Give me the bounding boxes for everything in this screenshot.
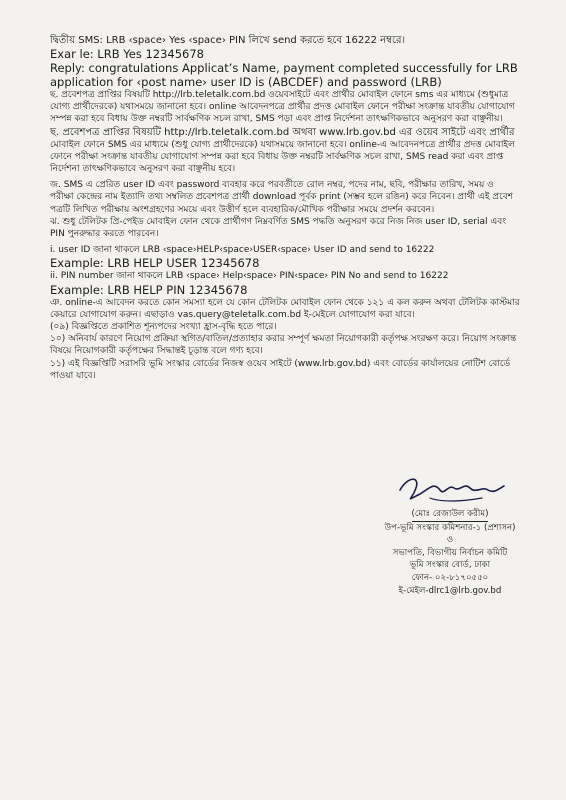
- helpline-para-1: ঞ. online-এ আবেদন করতে কোন সমস্যা হলে যে কোন টেলিটক মোবাইল ফোন থেকে ১২১ এ কল করুন অথবা টেলিটক কাস্টমার: [50, 297, 520, 308]
- second-sms-instruction: দ্বিতীয় SMS: LRB ‹space› Yes ‹space› PIN লিখে send করতে হবে 16222 নম্বরে।: [50, 35, 406, 46]
- signatory-phone: ফোন- ০২-৮১৭০৫৫০: [411, 572, 489, 583]
- signatory-designation-2: সভাপতি, বিভাগীয় নির্বাচন কমিটি: [392, 547, 508, 558]
- reply-line-2: application for ‹post name› user ID is (ABCDEF) and password (LRB): [50, 75, 442, 89]
- clause-10-line-2: বিষয়ে নিয়োগকারী কর্তৃপক্ষের সিদ্ধান্তই চূড়ান্ত বলে গণ্য হবে।: [50, 346, 263, 357]
- clause-09: (০৯) বিজ্ঞপ্তিতে প্রকাশিত শূন্যপদের সংখ্যা হ্রাস-বৃদ্ধি হতে পারে।: [50, 322, 277, 333]
- signatory-email: ই-মেইল-dlrc1@lrb.gov.bd: [398, 585, 502, 596]
- example-line: Exar le: LRB Yes 12345678: [50, 47, 204, 61]
- signature-block: [350, 472, 550, 597]
- helpline-para-2: কেয়ারে যোগাযোগ করুন। এছাড়াও vas.query@teletalk.com.bd ই-মেইলে যোগাযোগ করা যাবে।: [50, 309, 415, 320]
- clause-10-line-1: ১০) অনিবার্য কারণে নিয়োগ প্রক্রিয়া স্থগিত/বাতিল/প্রত্যাহার করার সম্পূর্ণ ক্ষমতা নিয়োগকারী কর্তৃপক্ষ সংরক্ষণ করে। নিয়োগ সংক্রান্ত: [50, 334, 517, 345]
- recover-userid-example: Example: LRB HELP USER 12345678: [50, 256, 260, 271]
- admit-card-para-3: সম্পন্ন করা হবে বিধায় উক্ত নম্বরটি সার্বক্ষণিক সচল রাখা, SMS পড়া এবং প্রাপ্ত নির্দেশনা তাৎক্ষণিকভাবে অনুসরণ করা বাঞ্ছনীয়।: [50, 114, 503, 125]
- recovery-para-2: PIN পুনরুদ্ধার করতে পারবেন।: [50, 229, 159, 240]
- clause-11-line-2: পাওয়া যাবে।: [50, 370, 96, 381]
- admit-card-para-2: যোগ্য প্রার্থীদেরকে) যথাসময়ে জানানো হবে। online আবেদনপত্রে প্রার্থীর প্রদত্ত মোবাইল ফোনে পরীক্ষা সংক্রান্ত যাবতীয় যোগাযোগ: [50, 102, 515, 113]
- login-para-2: পরীক্ষা কেন্দ্রের নাম ইত্যাদি তথ্য সম্বলিত প্রবেশপত্র প্রার্থী download পূর্বক print (সম্ভব হলে রঙিন) করে নিবেন। প্রার্থী এই প্রবেশ: [50, 192, 514, 203]
- login-para-1: জ. SMS এ প্রেরিত user ID এবং password ব্যবহার করে পরবর্তীতে রোল নম্বর, পদের নাম, ছবি, পরীক্ষার তারিখ, সময় ও: [50, 180, 494, 191]
- recover-pin-example: Example: LRB HELP PIN 12345678: [50, 282, 248, 297]
- signatory-designation-1: উপ-ভূমি সংস্কার কমিশনার-১ (প্রশাসন): [384, 522, 516, 533]
- recover-userid-instruction: i. user ID জানা থাকলে LRB ‹space›HELP‹space›USER‹space› User ID and send to 16222: [50, 245, 435, 256]
- reply-line-1: Reply: congratulations Applicat’s Name, payment completed successfully for LRB: [50, 61, 518, 75]
- signatory-and: ও: [446, 535, 454, 546]
- admit-card-para-5: মোবাইল ফোনে SMS এর মাধ্যমে (শুধু যোগ্য প্রার্থীদেরকে) যথাসময়ে জানানো হবে। online-এ আবেদনপত্রে প্রার্থীর প্রদত্ত মোবাইল: [50, 139, 515, 150]
- admit-card-para-1: ছ. প্রবেশপত্র প্রাপ্তির বিষয়টি http://lrb.teletalk.com.bd ওয়েবসাইটে এবং প্রার্থীর মোবাইল ফোনে sms এর মাধ্যমে (শুধুমাত্র: [50, 90, 509, 100]
- admit-card-para-7: নির্দেশনা তাৎক্ষণিকভাবে অনুসরণ করা বাঞ্ছনীয় হবে।: [50, 164, 236, 175]
- recovery-para-1: ঝ. শুধু টেলিটক প্রি-পেইড মোবাইল ফোন থেকে প্রার্থীগণ নিম্নবর্ণিত SMS পদ্ধতি অনুসরণ করে নিজ নিজ user ID, serial এবং: [50, 216, 507, 227]
- admit-card-para-4: ছ. প্রবেশপত্র প্রাপ্তির বিষয়টি http://lrb.teletalk.com.bd অথবা www.lrb.gov.bd এর ওয়েব সাইটে এবং প্রার্থীর: [50, 126, 515, 138]
- login-para-3: পত্রটি লিখিত পরীক্ষায় অংশগ্রহণের সময়ে এবং উত্তীর্ণ হলে ব্যবহারিক/মৌখিক পরীক্ষার সময়ে প্রদর্শন করবেন।: [50, 204, 435, 215]
- handwritten-signature-icon: [390, 472, 510, 506]
- signatory-name: (মোঃ রেজাউল করীম): [412, 508, 489, 522]
- admit-card-para-6: ফোনে পরীক্ষা সংক্রান্ত যাবতীয় যোগাযোগ সম্পন্ন করা হবে বিধায় উক্ত নম্বরটি সার্বক্ষণিক সচল রাখা, SMS read করা এবং প্রাপ্ত: [50, 151, 504, 162]
- clause-11-line-1: ১১) এই বিজ্ঞপ্তিটি সরাসরি ভূমি সংস্কার বোর্ডের নিজস্ব ওয়েব সাইটে (www.lrb.gov.bd) এবং বোর্ডের কার্যালয়ের নোটিশ বোর্ডে: [50, 358, 511, 369]
- signatory-office: ভূমি সংস্কার বোর্ড, ঢাকা: [409, 560, 491, 571]
- recover-pin-instruction: ii. PIN number জানা থাকলে LRB ‹space› Help‹space› PIN‹space› PIN No and send to 16222: [50, 271, 449, 282]
